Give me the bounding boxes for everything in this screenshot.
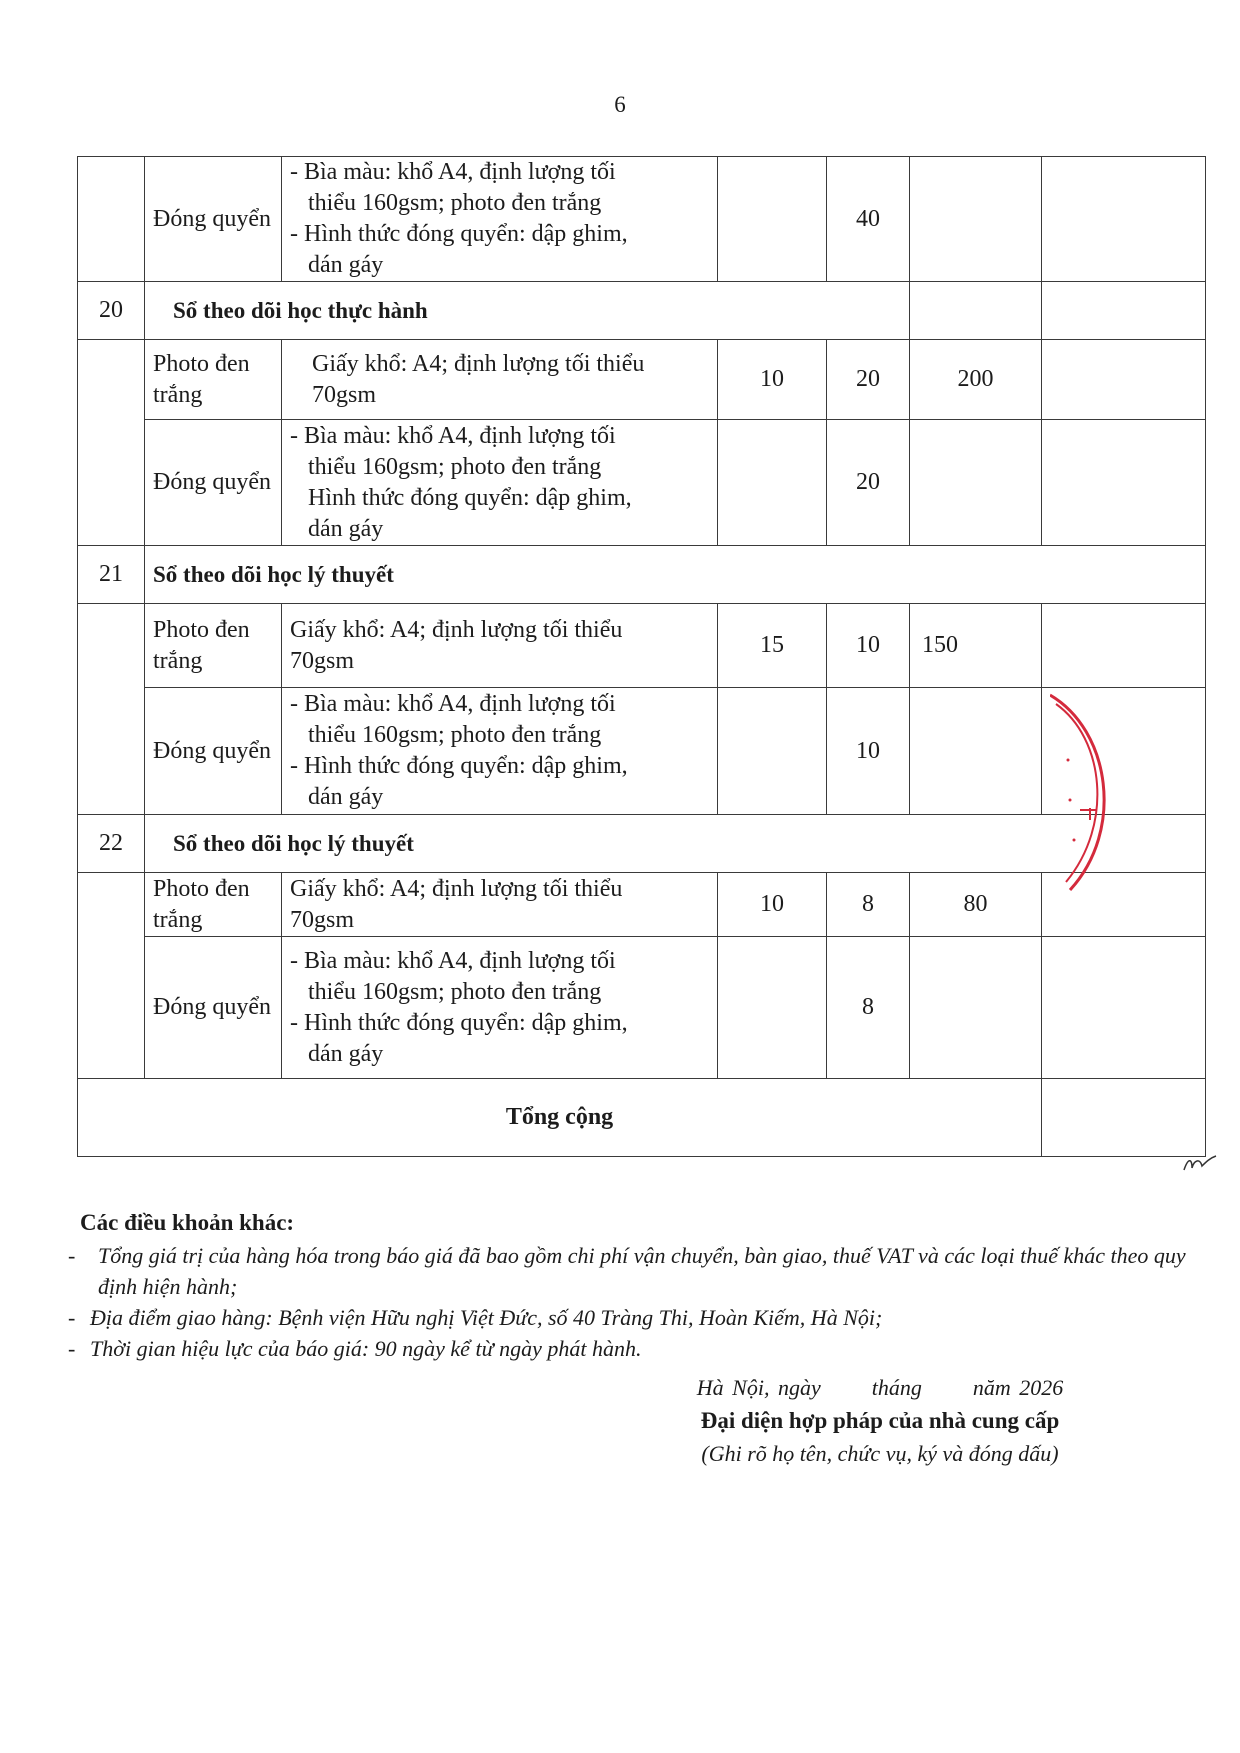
item-title: Sổ theo dõi học lý thuyết [145,546,1206,604]
stt-cell [78,340,145,546]
spec-cell [282,688,718,815]
type-cell: Photo đen trắng [145,873,282,937]
spec-line: - Bìa màu: khổ A4, định lượng tối [290,947,616,974]
type-cell: Đóng quyển [145,937,282,1079]
stt-cell: 20 [78,282,145,340]
qty-cell: 8 [827,937,910,1079]
total-label: Tổng cộng [78,1079,1042,1157]
pages-cell [718,157,827,282]
total-cell: 200 [910,340,1042,420]
signature-block [640,1372,1120,1470]
pages-cell: 15 [718,604,827,688]
spec-line: 70gsm [290,906,355,933]
pages-cell [718,937,827,1079]
spec-line: dán gáy [308,1040,384,1067]
total-cell: 150 [910,604,1042,688]
spec-line: dán gáy [308,252,384,278]
terms-heading: Các điều khoản khác: [80,1210,295,1235]
spec-line: thiểu 160gsm; photo đen trắng [308,978,602,1005]
stt-cell [78,157,145,282]
spec-line: 70gsm [312,381,377,408]
date-line: Hà Nội, ngày tháng năm 2026 [696,1375,1064,1400]
spec-line: Giấy khổ: A4; định lượng tối thiểu [312,350,645,377]
spec-line: dán gáy [308,515,384,542]
table-row [78,546,1206,604]
spec-line: - Hình thức đóng quyển: dập ghim, [290,753,628,779]
total-cell [910,937,1042,1079]
term-item: - Tổng giá trị của hàng hóa trong báo giá đã bao gồm chi phí vận chuyển, bàn giao, thuế VAT và các loại thuế khác theo quy định hiện hành; [78,1240,1188,1302]
type-cell: Đóng quyển [145,688,282,815]
total-cell [910,282,1042,340]
terms-list [78,1240,1188,1364]
spec-line: - Hình thức đóng quyển: dập ghim, [290,221,628,247]
total-cell [910,688,1042,815]
total-row [78,1079,1206,1157]
table-row [78,340,1206,420]
spec-cell [282,420,718,546]
qty-cell: 10 [827,688,910,815]
price-cell [1042,937,1206,1079]
initials-mark-icon [1180,1150,1220,1174]
term-item: - Địa điểm giao hàng: Bệnh viện Hữu nghị Việt Đức, số 40 Tràng Thi, Hoàn Kiếm, Hà Nội; [78,1302,1188,1333]
stt-cell [78,604,145,815]
quote-table [77,156,1206,1157]
item-title: Sổ theo dõi học thực hành [145,282,910,340]
price-cell [1042,282,1206,340]
spec-cell [282,937,718,1079]
spec-line: - Bìa màu: khổ A4, định lượng tối [290,159,616,185]
spec-line: - Bìa màu: khổ A4, định lượng tối [290,422,616,449]
price-cell [1042,604,1206,688]
spec-line: thiểu 160gsm; photo đen trắng [308,190,602,216]
spec-line: 70gsm [290,647,355,674]
total-cell: 80 [910,873,1042,937]
spec-line: dán gáy [308,784,384,810]
type-cell: Đóng quyển [145,420,282,546]
qty-cell: 40 [827,157,910,282]
table-row [78,604,1206,688]
spec-line: Giấy khổ: A4; định lượng tối thiểu [290,616,623,643]
table-row [78,420,1206,546]
pages-cell [718,688,827,815]
qty-cell: 10 [827,604,910,688]
signature-note: (Ghi rõ họ tên, chức vụ, ký và đóng dấu) [701,1441,1059,1466]
qty-cell: 20 [827,340,910,420]
table-row [78,688,1206,815]
type-cell: Photo đen trắng [145,340,282,420]
total-cell [910,157,1042,282]
table-row [78,937,1206,1079]
spec-cell [282,604,718,688]
item-title: Sổ theo dõi học lý thuyết [145,815,1206,873]
table-row [78,157,1206,282]
spec-line: Giấy khổ: A4; định lượng tối thiểu [290,875,623,902]
pages-cell: 10 [718,873,827,937]
type-cell: Đóng quyển [145,157,282,282]
pages-cell: 10 [718,340,827,420]
signature-title: Đại diện hợp pháp của nhà cung cấp [700,1408,1060,1433]
other-terms [78,1210,1188,1364]
spec-line: thiểu 160gsm; photo đen trắng [308,453,602,480]
term-item: - Thời gian hiệu lực của báo giá: 90 ngày kể từ ngày phát hành. [78,1333,1188,1364]
spec-line: - Hình thức đóng quyển: dập ghim, [290,1009,628,1036]
price-cell [1042,340,1206,420]
table-row [78,873,1206,937]
price-cell [1042,420,1206,546]
stt-cell: 22 [78,815,145,873]
spec-cell [282,340,718,420]
pages-cell [718,420,827,546]
table-row [78,282,1206,340]
table-row [78,815,1206,873]
red-stamp-icon [1050,690,1130,900]
qty-cell: 8 [827,873,910,937]
price-cell [1042,157,1206,282]
stt-cell: 21 [78,546,145,604]
spec-line: thiểu 160gsm; photo đen trắng [308,722,602,748]
type-cell: Photo đen trắng [145,604,282,688]
qty-cell: 20 [827,420,910,546]
spec-cell [282,873,718,937]
spec-line: - Bìa màu: khổ A4, định lượng tối [290,691,616,717]
total-cell [910,420,1042,546]
grand-total-cell [1042,1079,1206,1157]
spec-line: Hình thức đóng quyển: dập ghim, [308,484,632,511]
page-number: 6 [614,92,626,117]
stt-cell [78,873,145,1079]
spec-cell [282,157,718,282]
